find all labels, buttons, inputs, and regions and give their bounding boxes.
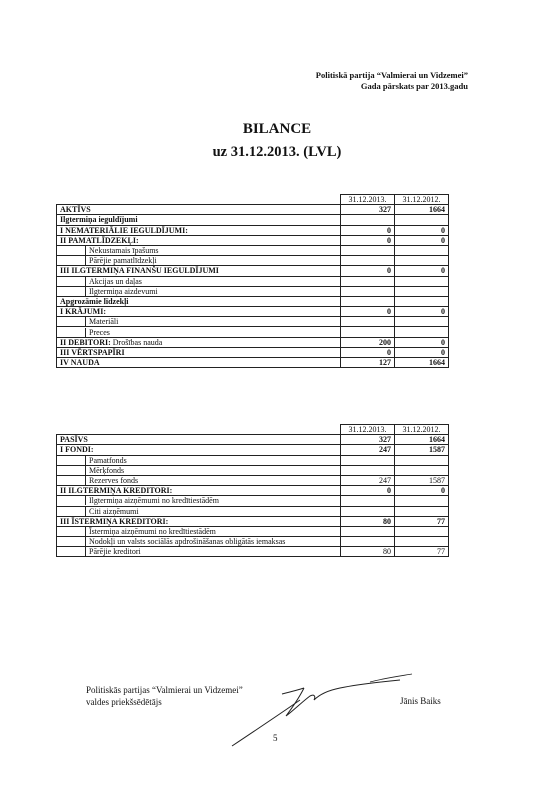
value-2013: 327 <box>341 205 395 215</box>
value-2012: 0 <box>395 225 449 235</box>
value-2012: 0 <box>395 337 449 347</box>
value-2012 <box>395 496 449 506</box>
table-row <box>57 506 449 516</box>
row-label-text: Nekustamais īpašums <box>85 246 159 255</box>
value-2012: 1587 <box>395 475 449 485</box>
row-label <box>57 296 341 306</box>
column-header-2013: 31.12.2013. <box>341 425 395 435</box>
value-2012 <box>395 256 449 266</box>
row-label <box>57 435 341 445</box>
row-label-text: IV NAUDA <box>60 358 100 368</box>
table-row <box>57 276 449 286</box>
row-label-text: Citi aizņēmumi <box>85 507 139 516</box>
value-2013 <box>341 276 395 286</box>
row-label <box>57 475 341 485</box>
row-label-text: Mērķfonds <box>85 466 124 475</box>
value-2012: 0 <box>395 307 449 317</box>
value-2012 <box>395 296 449 306</box>
row-label-text: III ILGTERMIŅA FINANŠU IEGULDĪJUMI <box>60 266 219 276</box>
column-header-2013: 31.12.2013. <box>341 195 395 205</box>
value-2013: 0 <box>341 486 395 496</box>
row-label <box>57 537 341 547</box>
table-row <box>57 337 449 347</box>
value-2013 <box>341 245 395 255</box>
value-2012 <box>395 327 449 337</box>
table-row <box>57 475 449 485</box>
value-2013: 0 <box>341 235 395 245</box>
row-label <box>57 215 341 225</box>
row-label-text: I KRĀJUMI: <box>60 307 106 317</box>
row-label-text: PASĪVS <box>60 435 88 445</box>
row-label <box>57 245 341 255</box>
row-label-text: Ilgtermiņa ieguldījumi <box>60 215 138 225</box>
column-header-2012: 31.12.2012. <box>395 195 449 205</box>
value-2012: 1664 <box>395 205 449 215</box>
row-label-text: II DEBITORI: <box>60 337 111 347</box>
row-label <box>57 506 341 516</box>
row-label <box>57 205 341 215</box>
value-2013: 247 <box>341 475 395 485</box>
page-title: BILANCE <box>242 121 312 137</box>
row-label-text: III VĒRTSPAPĪRI <box>60 347 125 357</box>
value-2013: 247 <box>341 445 395 455</box>
value-2013 <box>341 537 395 547</box>
row-label-text: I NEMATERIĀLIE IEGULDĪJUMI: <box>60 225 188 235</box>
row-label <box>57 547 341 557</box>
table-header-row <box>57 195 449 205</box>
table-row <box>57 347 449 357</box>
row-label <box>57 465 341 475</box>
value-2012 <box>395 276 449 286</box>
row-label <box>57 256 341 266</box>
row-label-text: Materiāli <box>85 317 118 326</box>
page-number: 5 <box>273 733 278 743</box>
row-label-text: Ilgtermiņa aizdevumi <box>85 287 158 296</box>
value-2013 <box>341 455 395 465</box>
table-row <box>57 286 449 296</box>
row-label <box>57 358 341 368</box>
row-label-text: Rezerves fonds <box>85 476 138 485</box>
row-label-text: Preces <box>85 328 110 337</box>
value-2012: 0 <box>395 486 449 496</box>
value-2013 <box>341 215 395 225</box>
row-label-text: AKTĪVS <box>60 205 91 215</box>
row-label <box>57 486 341 496</box>
header-party-name: Politiskā partija “Valmierai un Vidzemei” <box>315 70 468 80</box>
row-label-text: Nodokļi un valsts sociālās apdrošināšanas obligātās iemaksas <box>85 537 285 546</box>
table-row <box>57 486 449 496</box>
value-2012: 1664 <box>395 358 449 368</box>
footer-org-line: Politiskās partijas “Valmierai un Vidzemei” <box>86 685 243 695</box>
table-row <box>57 256 449 266</box>
value-2012: 1664 <box>395 435 449 445</box>
value-2013: 0 <box>341 266 395 276</box>
table-row <box>57 358 449 368</box>
row-label-text: Pamatfonds <box>85 456 127 465</box>
value-2012 <box>395 526 449 536</box>
row-label <box>57 235 341 245</box>
value-2013: 200 <box>341 337 395 347</box>
table-row <box>57 327 449 337</box>
value-2013 <box>341 465 395 475</box>
table-row <box>57 307 449 317</box>
row-label <box>57 286 341 296</box>
row-label <box>57 347 341 357</box>
value-2013: 80 <box>341 547 395 557</box>
column-header-2012: 31.12.2012. <box>395 425 449 435</box>
value-2013 <box>341 526 395 536</box>
value-2013: 80 <box>341 516 395 526</box>
row-label <box>57 327 341 337</box>
table-row <box>57 547 449 557</box>
value-2012 <box>395 455 449 465</box>
value-2012: 77 <box>395 547 449 557</box>
table-row <box>57 516 449 526</box>
row-label <box>57 266 341 276</box>
row-label-text: Īstermiņa aizņēmumi no kredītiestādēm <box>85 527 216 536</box>
row-label-text: Pārējie pamatlīdzekļi <box>85 256 157 265</box>
value-2013 <box>341 256 395 266</box>
page-subtitle: uz 31.12.2013. (LVL) <box>212 144 342 160</box>
row-label <box>57 307 341 317</box>
row-label <box>57 496 341 506</box>
table-row <box>57 296 449 306</box>
table-header-row <box>57 425 449 435</box>
row-label <box>57 337 341 347</box>
row-label-detail: Drošības nauda <box>112 337 163 347</box>
row-label-text: I FONDI: <box>60 445 94 455</box>
value-2013 <box>341 317 395 327</box>
value-2012 <box>395 537 449 547</box>
header-report-name: Gada pārskats par 2013.gadu <box>360 81 468 91</box>
table-row <box>57 225 449 235</box>
value-2012 <box>395 317 449 327</box>
row-label-text: Ilgtermiņa aizņēmumi no kredītiestādēm <box>85 496 219 505</box>
value-2012 <box>395 245 449 255</box>
value-2012 <box>395 215 449 225</box>
row-label-text: II PAMATLĪDZEKĻI: <box>60 235 139 245</box>
value-2012: 0 <box>395 347 449 357</box>
value-2013 <box>341 506 395 516</box>
value-2013: 0 <box>341 347 395 357</box>
row-label <box>57 445 341 455</box>
row-label <box>57 276 341 286</box>
aktivs-table <box>56 194 449 368</box>
row-label-text: Akcijas un daļas <box>85 277 142 286</box>
value-2012: 0 <box>395 266 449 276</box>
footer-title-line: valdes priekšsēdētājs <box>86 697 162 707</box>
value-2013: 327 <box>341 435 395 445</box>
table-row <box>57 526 449 536</box>
table-row <box>57 215 449 225</box>
row-label <box>57 526 341 536</box>
table-row <box>57 537 449 547</box>
row-label-text: Apgrozāmie līdzekļi <box>60 296 129 306</box>
row-label <box>57 317 341 327</box>
pasivs-table <box>56 424 449 557</box>
row-label-text: III ĪSTERMIŅA KREDITORI: <box>60 516 169 526</box>
table-row <box>57 245 449 255</box>
row-label-text: Pārējie kreditori <box>85 547 141 556</box>
document-header <box>316 70 468 92</box>
row-label <box>57 455 341 465</box>
table-row <box>57 465 449 475</box>
row-label-text: II ILGTERMIŅA KREDITORI: <box>60 486 173 496</box>
value-2013 <box>341 496 395 506</box>
handwritten-signature <box>220 664 420 754</box>
signer-name: Jānis Baiks <box>400 696 441 706</box>
table-row <box>57 445 449 455</box>
value-2012: 1587 <box>395 445 449 455</box>
table-row <box>57 205 449 215</box>
table-row <box>57 435 449 445</box>
table-row <box>57 496 449 506</box>
value-2012: 77 <box>395 516 449 526</box>
value-2013 <box>341 286 395 296</box>
table-row <box>57 235 449 245</box>
row-label <box>57 516 341 526</box>
value-2013: 0 <box>341 307 395 317</box>
table-row <box>57 455 449 465</box>
value-2012: 0 <box>395 235 449 245</box>
value-2013 <box>341 327 395 337</box>
value-2012 <box>395 506 449 516</box>
value-2013 <box>341 296 395 306</box>
value-2012 <box>395 465 449 475</box>
value-2013: 0 <box>341 225 395 235</box>
table-row <box>57 317 449 327</box>
table-row <box>57 266 449 276</box>
value-2013: 127 <box>341 358 395 368</box>
row-label <box>57 225 341 235</box>
value-2012 <box>395 286 449 296</box>
